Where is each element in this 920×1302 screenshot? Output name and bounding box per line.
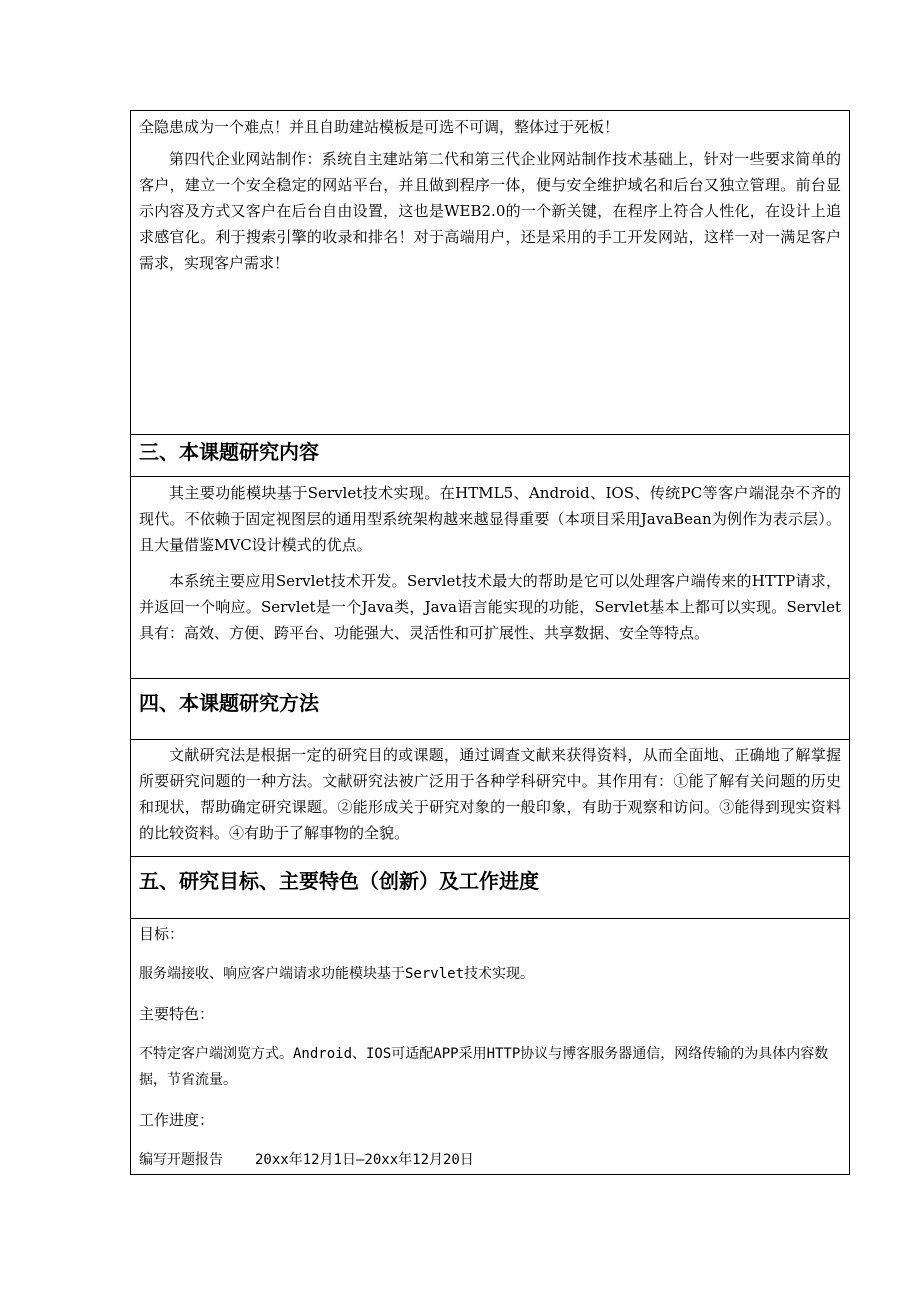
progress-label: 工作进度： bbox=[139, 1111, 215, 1129]
section5-heading: 五、研究目标、主要特色（创新）及工作进度 bbox=[139, 869, 539, 893]
section5-content bbox=[131, 921, 849, 1173]
goal-label: 目标： bbox=[139, 925, 185, 943]
section2-paragraph: 第四代企业网站制作：系统自主建站第二代和第三代企业网站制作技术基础上，针对一些要求简单的客户，建立一个安全稳定的网站平台，并且做到程序一体，便与安全维护域名和后台又独立管理。前台显示内容及方式又客户在后台自由设置，这也是WEB2.0的一个新关键，在程序上符合人性化，在设计上追求感官化。利于搜索引擎的收录和排名！对于高端用户，还是采用的手工开发网站，这样一对一满足客户需求，实现客户需求！ bbox=[139, 150, 841, 272]
section3-content bbox=[131, 480, 849, 646]
divider bbox=[131, 856, 849, 857]
section4-paragraph: 文献研究法是根据一定的研究目的或课题，通过调查文献来获得资料，从而全面地、正确地了解掌握所要研究问题的一种方法。文献研究法被广泛用于各种学科研究中。其作用有：①能了解有关问题的历史和现状，帮助确定研究课题。②能形成关于研究对象的一般印象，有助于观察和访问。③能得到现实资料的比较资料。④有助于了解事物的全貌。 bbox=[139, 746, 841, 842]
section4-heading: 四、本课题研究方法 bbox=[139, 691, 319, 715]
section2-line1: 全隐患成为一个难点！并且自助建站模板是可选不可调，整体过于死板！ bbox=[139, 118, 620, 136]
section3-heading: 三、本课题研究内容 bbox=[139, 440, 319, 464]
divider bbox=[131, 739, 849, 740]
feature-label: 主要特色： bbox=[139, 1005, 215, 1023]
report-table bbox=[130, 110, 850, 1175]
feature-text: 不特定客户端浏览方式。Android、IOS可适配APP采用HTTP协议与博客服务器通信，网络传输的为具体内容数据，节省流量。 bbox=[139, 1046, 829, 1088]
progress-item: 编写开题报告 bbox=[139, 1152, 223, 1168]
section4-content bbox=[131, 742, 849, 846]
section3-paragraph-1: 其主要功能模块基于Servlet技术实现。在HTML5、Android、IOS、传统PC等客户端混杂不齐的现代。不依赖于固定视图层的通用型系统架构越来越显得重要（本项目采用JavaBean为例作为表示层）。且大量借鉴MVC设计模式的优点。 bbox=[139, 484, 841, 554]
section3-paragraph-2: 本系统主要应用Servlet技术开发。Servlet技术最大的帮助是它可以处理客户端传来的HTTP请求，并返回一个响应。Servlet是一个Java类，Java语言能实现的功能，Servlet基本上都可以实现。Servlet具有：高效、方便、跨平台、功能强大、灵活性和可扩展性、共享数据、安全等特点。 bbox=[139, 572, 841, 642]
section2-continuation bbox=[131, 114, 849, 276]
progress-date: 20xx年12月1日—20xx年12月20日 bbox=[255, 1152, 474, 1168]
section4-heading-row bbox=[131, 689, 849, 717]
divider bbox=[131, 434, 849, 435]
section3-heading-row bbox=[131, 438, 849, 466]
divider bbox=[131, 476, 849, 477]
divider bbox=[131, 678, 849, 679]
section5-heading-row bbox=[131, 867, 849, 895]
divider bbox=[131, 918, 849, 919]
goal-text: 服务端接收、响应客户端请求功能模块基于Servlet技术实现。 bbox=[139, 966, 534, 982]
progress-row bbox=[139, 1147, 841, 1173]
